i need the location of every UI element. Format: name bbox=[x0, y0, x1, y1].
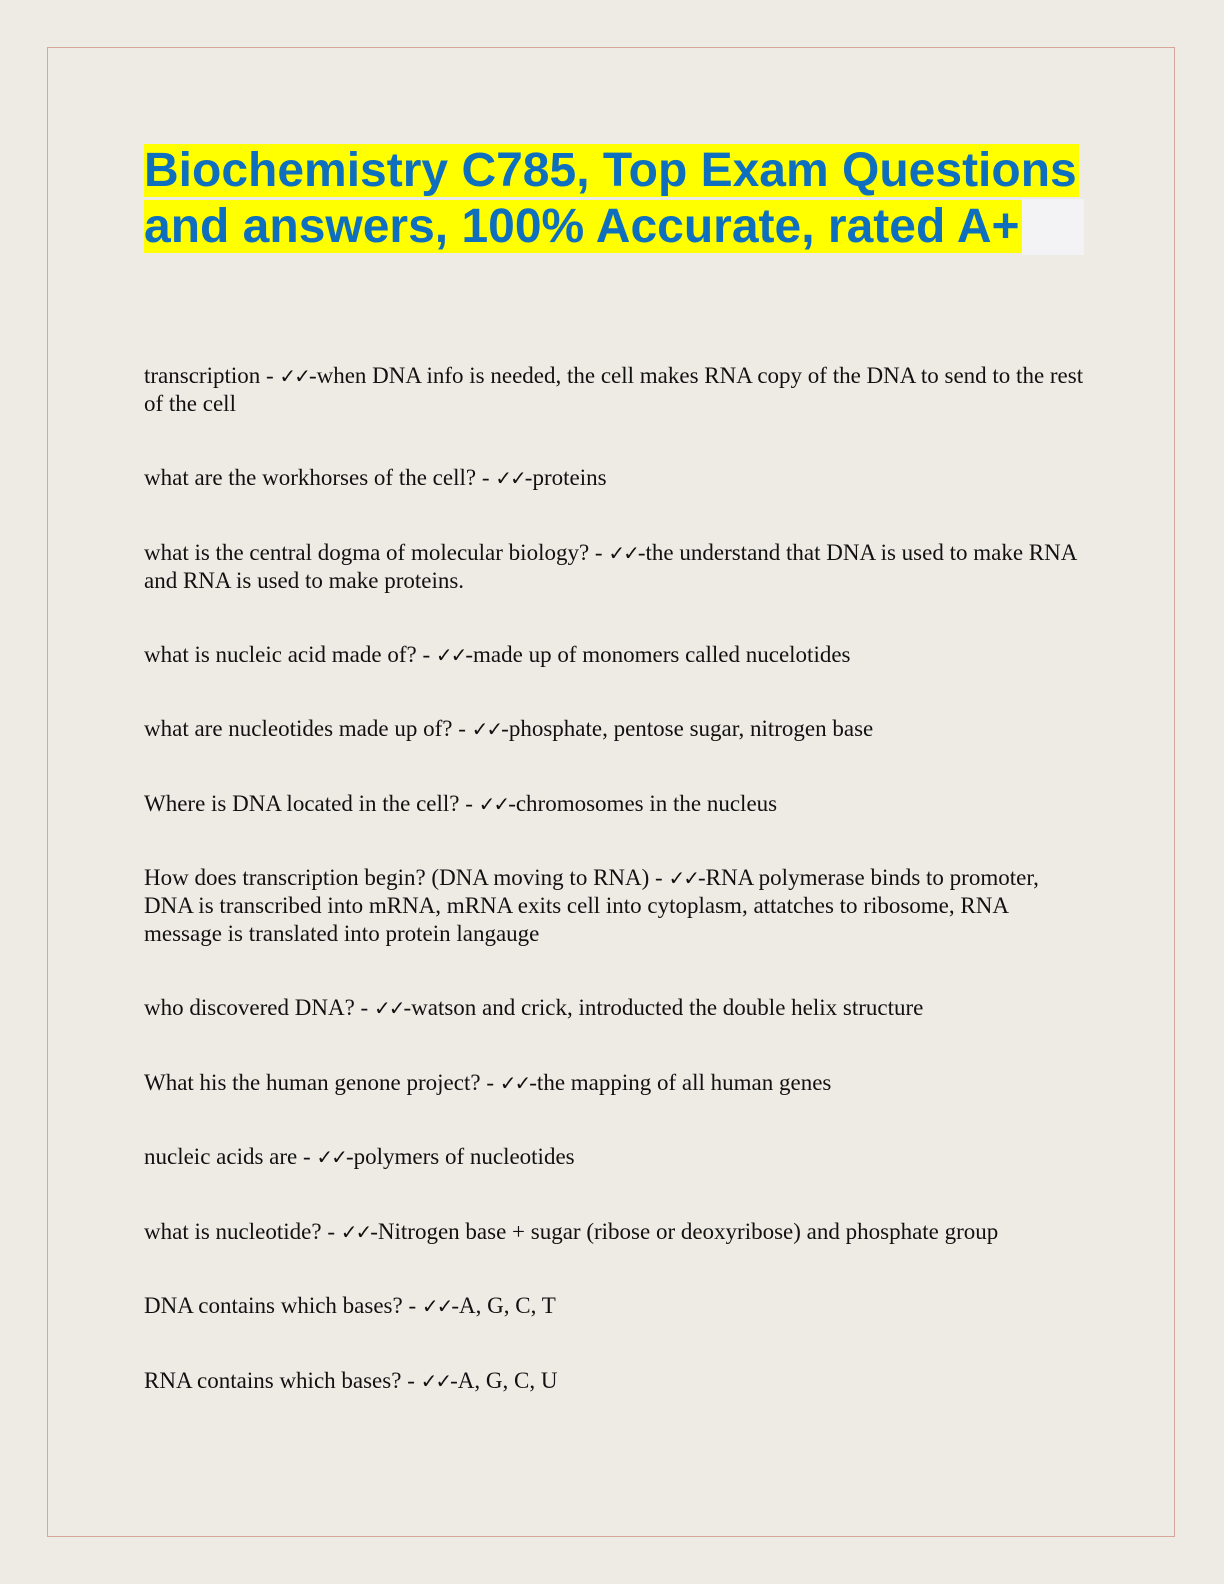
separator: - bbox=[589, 540, 609, 565]
answer-text: -the mapping of all human genes bbox=[529, 1070, 832, 1095]
answer-text: -phosphate, pentose sugar, nitrogen base bbox=[501, 716, 874, 741]
separator: - bbox=[476, 465, 496, 490]
double-check-icon: ✓✓ bbox=[668, 866, 698, 890]
double-check-icon: ✓✓ bbox=[495, 466, 525, 490]
answer-text: -watson and crick, introducted the double helix structure bbox=[403, 995, 924, 1020]
qa-item bbox=[144, 539, 1084, 595]
separator: - bbox=[459, 791, 479, 816]
double-check-icon: ✓✓ bbox=[420, 1369, 451, 1393]
title-line-1-text: Biochemistry C785, Top Exam Questions bbox=[144, 144, 1077, 197]
question-text: transcription bbox=[144, 363, 261, 388]
answer-text: -polymers of nucleotides bbox=[345, 1144, 575, 1169]
separator: - bbox=[321, 1219, 341, 1244]
separator: - bbox=[402, 1293, 422, 1318]
question-text: what is the central dogma of molecular biology? bbox=[144, 540, 590, 565]
title-line-1 bbox=[144, 143, 1084, 199]
separator: - bbox=[480, 1070, 500, 1095]
separator: - bbox=[649, 865, 669, 890]
qa-item bbox=[144, 1069, 1084, 1097]
separator: - bbox=[416, 642, 436, 667]
answer-text: -RNA polymerase binds to promoter, DNA is transcribed into mRNA, mRNA exits cell into cytoplasm, attatches to ribosome, RNA message is translated into protein langauge bbox=[144, 865, 1039, 946]
double-check-icon: ✓✓ bbox=[421, 1294, 452, 1318]
qa-item bbox=[144, 1292, 1084, 1320]
document-title bbox=[144, 143, 1084, 255]
answer-text: -made up of monomers called nucelotides bbox=[465, 642, 851, 667]
answer-text: -A, G, C, U bbox=[450, 1368, 558, 1393]
double-check-icon: ✓✓ bbox=[499, 1071, 530, 1095]
answer-text: -the understand that DNA is used to make RNA and RNA is used to make proteins. bbox=[144, 540, 1077, 593]
title-line-2-text: and answers, 100% Accurate, rated A+ bbox=[144, 200, 1020, 253]
separator: - bbox=[260, 363, 280, 388]
qa-item bbox=[144, 1143, 1084, 1171]
double-check-icon: ✓✓ bbox=[373, 996, 404, 1020]
qa-item bbox=[144, 715, 1084, 743]
separator: - bbox=[297, 1144, 317, 1169]
title-line-2 bbox=[144, 199, 1084, 255]
double-check-icon: ✓✓ bbox=[478, 792, 509, 816]
qa-item bbox=[144, 994, 1084, 1022]
question-text: nucleic acids are bbox=[144, 1144, 298, 1169]
qa-item bbox=[144, 362, 1084, 418]
answer-text: -A, G, C, T bbox=[451, 1293, 556, 1318]
question-text: DNA contains which bases? bbox=[144, 1293, 403, 1318]
qa-item bbox=[144, 864, 1084, 948]
question-text: Where is DNA located in the cell? bbox=[144, 791, 460, 816]
question-text: who discovered DNA? bbox=[144, 995, 355, 1020]
separator: - bbox=[401, 1368, 421, 1393]
qa-item bbox=[144, 790, 1084, 818]
answer-text: -Nitrogen base + sugar (ribose or deoxyribose) and phosphate group bbox=[370, 1219, 999, 1244]
title-blank-box bbox=[1022, 199, 1084, 255]
double-check-icon: ✓✓ bbox=[340, 1220, 371, 1244]
separator: - bbox=[354, 995, 374, 1020]
qa-item bbox=[144, 1218, 1084, 1246]
answer-text: -when DNA info is needed, the cell makes RNA copy of the DNA to send to the rest of the cell bbox=[144, 363, 1084, 416]
double-check-icon: ✓✓ bbox=[608, 541, 638, 565]
qa-item bbox=[144, 1367, 1084, 1395]
question-text: what is nucleotide? bbox=[144, 1219, 322, 1244]
question-text: what are nucleotides made up of? bbox=[144, 716, 453, 741]
question-text: How does transcription begin? (DNA moving to RNA) bbox=[144, 865, 650, 890]
qa-item bbox=[144, 464, 1084, 492]
separator: - bbox=[452, 716, 472, 741]
question-text: RNA contains which bases? bbox=[144, 1368, 402, 1393]
question-text: what is nucleic acid made of? bbox=[144, 642, 417, 667]
double-check-icon: ✓✓ bbox=[279, 364, 309, 388]
double-check-icon: ✓✓ bbox=[435, 643, 466, 667]
question-text: What his the human genone project? bbox=[144, 1070, 481, 1095]
answer-text: -proteins bbox=[524, 465, 607, 490]
qa-item bbox=[144, 641, 1084, 669]
double-check-icon: ✓✓ bbox=[471, 717, 502, 741]
question-text: what are the workhorses of the cell? bbox=[144, 465, 477, 490]
double-check-icon: ✓✓ bbox=[316, 1145, 346, 1169]
answer-text: -chromosomes in the nucleus bbox=[508, 791, 778, 816]
